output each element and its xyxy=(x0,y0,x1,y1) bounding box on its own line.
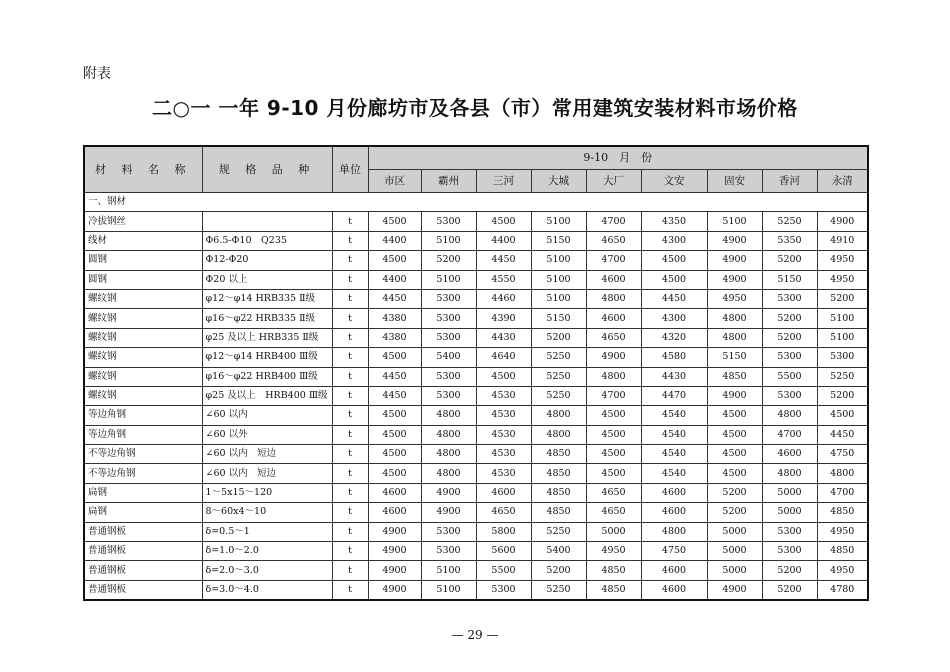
price-cell: 5100 xyxy=(421,270,476,289)
price-cell: 4450 xyxy=(368,289,421,308)
price-cell: 4500 xyxy=(368,445,421,464)
spec-cell: 1～5x15～120 xyxy=(202,483,332,502)
unit-cell: t xyxy=(332,367,368,386)
price-cell: 5300 xyxy=(421,309,476,328)
price-cell: 5300 xyxy=(421,289,476,308)
price-cell: 4900 xyxy=(368,580,421,600)
unit-cell: t xyxy=(332,348,368,367)
price-cell: 5100 xyxy=(531,251,586,270)
material-name-cell: 螺纹钢 xyxy=(84,348,202,367)
price-cell: 4530 xyxy=(476,445,531,464)
price-cell: 4530 xyxy=(476,406,531,425)
table-row xyxy=(84,483,868,502)
price-cell: 4850 xyxy=(817,503,868,522)
price-cell: 4800 xyxy=(762,406,817,425)
header-city: 大厂 xyxy=(586,170,641,193)
price-cell: 4650 xyxy=(586,328,641,347)
table-row xyxy=(84,289,868,308)
price-cell: 4900 xyxy=(421,503,476,522)
unit-cell: t xyxy=(332,251,368,270)
price-cell: 5300 xyxy=(762,522,817,541)
spec-cell: φ25 及以上 HRB335 Ⅱ级 xyxy=(202,328,332,347)
table-row xyxy=(84,503,868,522)
material-name-cell: 普通钢板 xyxy=(84,542,202,561)
spec-cell xyxy=(202,212,332,231)
price-cell: 5300 xyxy=(421,328,476,347)
spec-cell: φ16～φ22 HRB400 Ⅲ级 xyxy=(202,367,332,386)
material-name-cell: 螺纹钢 xyxy=(84,328,202,347)
price-cell: 4650 xyxy=(586,503,641,522)
price-cell: 4800 xyxy=(531,425,586,444)
price-cell: 4500 xyxy=(707,425,762,444)
material-name-cell: 等边角钢 xyxy=(84,425,202,444)
price-cell: 5600 xyxy=(476,542,531,561)
spec-cell: ∠60 以外 xyxy=(202,425,332,444)
header-city: 霸州 xyxy=(421,170,476,193)
spec-cell: ∠60 以内 xyxy=(202,406,332,425)
price-cell: 4540 xyxy=(641,406,707,425)
price-cell: 5150 xyxy=(707,348,762,367)
price-cell: 4850 xyxy=(531,503,586,522)
price-cell: 5250 xyxy=(531,580,586,600)
price-cell: 4900 xyxy=(586,348,641,367)
price-cell: 5300 xyxy=(762,348,817,367)
price-cell: 5300 xyxy=(762,542,817,561)
unit-cell: t xyxy=(332,503,368,522)
price-cell: 4500 xyxy=(586,464,641,483)
price-cell: 5200 xyxy=(817,386,868,405)
price-cell: 5200 xyxy=(707,503,762,522)
price-cell: 4850 xyxy=(817,542,868,561)
price-cell: 5000 xyxy=(707,561,762,580)
price-cell: 5100 xyxy=(531,270,586,289)
table-row xyxy=(84,464,868,483)
price-cell: 5200 xyxy=(421,251,476,270)
table-row xyxy=(84,425,868,444)
unit-cell: t xyxy=(332,483,368,502)
unit-cell: t xyxy=(332,212,368,231)
price-cell: 5200 xyxy=(762,561,817,580)
material-name-cell: 普通钢板 xyxy=(84,561,202,580)
price-cell: 4500 xyxy=(368,212,421,231)
material-name-cell: 扁钢 xyxy=(84,483,202,502)
material-name-cell: 螺纹钢 xyxy=(84,386,202,405)
price-cell: 5350 xyxy=(762,231,817,250)
price-cell: 4540 xyxy=(641,445,707,464)
price-cell: 4500 xyxy=(586,425,641,444)
spec-cell: φ25 及以上 HRB400 Ⅲ级 xyxy=(202,386,332,405)
price-cell: 4640 xyxy=(476,348,531,367)
material-name-cell: 螺纹钢 xyxy=(84,309,202,328)
material-name-cell: 圆钢 xyxy=(84,270,202,289)
price-cell: 5200 xyxy=(531,328,586,347)
table-row xyxy=(84,212,868,231)
page-title: 二○一 一年 9-10 月份廊坊市及各县（市）常用建筑安装材料市场价格 xyxy=(152,96,798,120)
price-cell: 4500 xyxy=(707,445,762,464)
price-cell: 5200 xyxy=(707,483,762,502)
price-cell: 4600 xyxy=(586,309,641,328)
spec-cell: δ=1.0～2.0 xyxy=(202,542,332,561)
price-cell: 4430 xyxy=(641,367,707,386)
table-row xyxy=(84,270,868,289)
price-cell: 4500 xyxy=(368,406,421,425)
price-cell: 4320 xyxy=(641,328,707,347)
price-cell: 4600 xyxy=(586,270,641,289)
price-cell: 5800 xyxy=(476,522,531,541)
price-cell: 4950 xyxy=(817,522,868,541)
price-cell: 4540 xyxy=(641,464,707,483)
price-cell: 4300 xyxy=(641,231,707,250)
section-label: 一、钢材 xyxy=(84,193,868,212)
price-table xyxy=(83,145,869,601)
unit-cell: t xyxy=(332,406,368,425)
price-cell: 4600 xyxy=(641,483,707,502)
price-cell: 5200 xyxy=(817,289,868,308)
table-row xyxy=(84,251,868,270)
price-cell: 5000 xyxy=(762,483,817,502)
price-cell: 4530 xyxy=(476,386,531,405)
price-cell: 4450 xyxy=(817,425,868,444)
price-cell: 4600 xyxy=(368,503,421,522)
price-cell: 4900 xyxy=(707,270,762,289)
price-cell: 5100 xyxy=(817,328,868,347)
price-cell: 4950 xyxy=(817,561,868,580)
price-cell: 4900 xyxy=(421,483,476,502)
header-city: 文安 xyxy=(641,170,707,193)
unit-cell: t xyxy=(332,386,368,405)
price-cell: 4780 xyxy=(817,580,868,600)
unit-cell: t xyxy=(332,464,368,483)
price-cell: 4800 xyxy=(586,367,641,386)
price-cell: 5200 xyxy=(762,580,817,600)
spec-cell: 8～60x4～10 xyxy=(202,503,332,522)
unit-cell: t xyxy=(332,542,368,561)
price-cell: 4700 xyxy=(817,483,868,502)
price-cell: 5100 xyxy=(531,289,586,308)
price-cell: 4500 xyxy=(368,348,421,367)
price-cell: 4900 xyxy=(368,561,421,580)
price-cell: 5100 xyxy=(421,580,476,600)
price-cell: 4500 xyxy=(641,251,707,270)
price-cell: 4900 xyxy=(707,580,762,600)
price-cell: 4950 xyxy=(707,289,762,308)
price-cell: 4800 xyxy=(762,464,817,483)
table-row xyxy=(84,542,868,561)
material-name-cell: 普通钢板 xyxy=(84,522,202,541)
table-row xyxy=(84,386,868,405)
price-cell: 5500 xyxy=(762,367,817,386)
price-cell: 4750 xyxy=(641,542,707,561)
price-cell: 4450 xyxy=(368,367,421,386)
material-name-cell: 螺纹钢 xyxy=(84,367,202,386)
price-cell: 4350 xyxy=(641,212,707,231)
price-cell: 5250 xyxy=(531,348,586,367)
price-cell: 5300 xyxy=(421,386,476,405)
price-cell: 5200 xyxy=(762,251,817,270)
price-cell: 4950 xyxy=(817,251,868,270)
price-cell: 5250 xyxy=(531,522,586,541)
price-cell: 4700 xyxy=(586,386,641,405)
spec-cell: Φ12-Φ20 xyxy=(202,251,332,270)
price-cell: 4500 xyxy=(586,406,641,425)
material-name-cell: 冷拔钢丝 xyxy=(84,212,202,231)
table-body xyxy=(84,193,868,601)
material-name-cell: 普通钢板 xyxy=(84,580,202,600)
price-cell: 4800 xyxy=(421,406,476,425)
header-spec: 规 格 品 种 xyxy=(202,146,332,193)
unit-cell: t xyxy=(332,231,368,250)
price-cell: 4460 xyxy=(476,289,531,308)
price-cell: 4850 xyxy=(531,483,586,502)
material-name-cell: 圆钢 xyxy=(84,251,202,270)
material-name-cell: 不等边角钢 xyxy=(84,464,202,483)
price-cell: 4850 xyxy=(707,367,762,386)
price-cell: 5300 xyxy=(476,580,531,600)
price-cell: 5400 xyxy=(421,348,476,367)
price-cell: 4800 xyxy=(421,445,476,464)
table-row xyxy=(84,328,868,347)
price-cell: 5150 xyxy=(531,231,586,250)
price-cell: 5150 xyxy=(762,270,817,289)
price-cell: 4900 xyxy=(707,386,762,405)
price-cell: 4470 xyxy=(641,386,707,405)
price-cell: 4500 xyxy=(586,445,641,464)
price-cell: 4500 xyxy=(368,251,421,270)
header-material-name: 材 料 名 称 xyxy=(84,146,202,193)
price-cell: 4700 xyxy=(762,425,817,444)
price-cell: 4750 xyxy=(817,445,868,464)
price-cell: 4600 xyxy=(641,561,707,580)
price-cell: 4450 xyxy=(476,251,531,270)
price-cell: 4600 xyxy=(762,445,817,464)
price-cell: 4450 xyxy=(641,289,707,308)
table-row xyxy=(84,445,868,464)
price-cell: 5200 xyxy=(762,309,817,328)
price-cell: 4650 xyxy=(476,503,531,522)
header-city: 大城 xyxy=(531,170,586,193)
header-city: 固安 xyxy=(707,170,762,193)
unit-cell: t xyxy=(332,270,368,289)
price-cell: 4950 xyxy=(586,542,641,561)
spec-cell: φ16～φ22 HRB335 Ⅱ级 xyxy=(202,309,332,328)
material-name-cell: 螺纹钢 xyxy=(84,289,202,308)
price-cell: 4540 xyxy=(641,425,707,444)
price-cell: 4300 xyxy=(641,309,707,328)
table-row xyxy=(84,406,868,425)
price-cell: 4530 xyxy=(476,464,531,483)
price-cell: 4550 xyxy=(476,270,531,289)
price-cell: 4600 xyxy=(368,483,421,502)
price-cell: 4530 xyxy=(476,425,531,444)
header-city: 永清 xyxy=(817,170,868,193)
price-cell: 4850 xyxy=(531,445,586,464)
unit-cell: t xyxy=(332,580,368,600)
unit-cell: t xyxy=(332,425,368,444)
price-cell: 4900 xyxy=(368,542,421,561)
header-city: 市区 xyxy=(368,170,421,193)
price-cell: 4450 xyxy=(368,386,421,405)
price-cell: 5400 xyxy=(531,542,586,561)
price-cell: 4600 xyxy=(476,483,531,502)
table-row xyxy=(84,522,868,541)
price-cell: 4800 xyxy=(531,406,586,425)
price-cell: 5200 xyxy=(762,328,817,347)
price-cell: 5300 xyxy=(762,386,817,405)
price-cell: 5250 xyxy=(531,386,586,405)
spec-cell: φ12～φ14 HRB335 Ⅱ级 xyxy=(202,289,332,308)
price-cell: 4850 xyxy=(531,464,586,483)
price-cell: 4400 xyxy=(368,270,421,289)
price-cell: 4500 xyxy=(707,464,762,483)
section-row xyxy=(84,193,868,212)
price-cell: 5300 xyxy=(762,289,817,308)
header-unit: 单位 xyxy=(332,146,368,193)
price-cell: 4430 xyxy=(476,328,531,347)
price-cell: 4500 xyxy=(368,464,421,483)
price-cell: 5000 xyxy=(707,522,762,541)
price-cell: 4500 xyxy=(817,406,868,425)
price-cell: 4800 xyxy=(707,309,762,328)
price-cell: 4380 xyxy=(368,328,421,347)
spec-cell: δ=0.5～1 xyxy=(202,522,332,541)
price-cell: 4910 xyxy=(817,231,868,250)
material-name-cell: 不等边角钢 xyxy=(84,445,202,464)
price-cell: 4390 xyxy=(476,309,531,328)
price-cell: 4650 xyxy=(586,231,641,250)
price-cell: 5100 xyxy=(707,212,762,231)
price-cell: 4500 xyxy=(476,212,531,231)
table-row xyxy=(84,309,868,328)
price-cell: 4580 xyxy=(641,348,707,367)
price-cell: 4600 xyxy=(641,580,707,600)
table-row xyxy=(84,561,868,580)
price-cell: 4800 xyxy=(817,464,868,483)
unit-cell: t xyxy=(332,522,368,541)
price-cell: 4950 xyxy=(817,270,868,289)
table-row xyxy=(84,231,868,250)
price-cell: 5300 xyxy=(421,212,476,231)
price-cell: 4800 xyxy=(421,425,476,444)
price-cell: 4600 xyxy=(641,503,707,522)
price-cell: 5300 xyxy=(421,367,476,386)
header-city: 香河 xyxy=(762,170,817,193)
price-cell: 5100 xyxy=(817,309,868,328)
spec-cell: ∠60 以内 短边 xyxy=(202,464,332,483)
price-cell: 4500 xyxy=(368,425,421,444)
spec-cell: Φ20 以上 xyxy=(202,270,332,289)
table-row xyxy=(84,348,868,367)
unit-cell: t xyxy=(332,309,368,328)
price-cell: 5100 xyxy=(421,561,476,580)
page-number: — 29 — xyxy=(451,628,499,642)
price-cell: 5000 xyxy=(586,522,641,541)
spec-cell: δ=2.0～3.0 xyxy=(202,561,332,580)
header-city: 三河 xyxy=(476,170,531,193)
price-cell: 4380 xyxy=(368,309,421,328)
price-cell: 5200 xyxy=(531,561,586,580)
price-cell: 4800 xyxy=(421,464,476,483)
page-label: 附表 xyxy=(83,66,111,82)
price-cell: 4900 xyxy=(707,251,762,270)
table-row xyxy=(84,367,868,386)
price-cell: 4900 xyxy=(368,522,421,541)
material-name-cell: 线材 xyxy=(84,231,202,250)
price-cell: 4900 xyxy=(817,212,868,231)
price-cell: 4900 xyxy=(707,231,762,250)
price-cell: 4400 xyxy=(368,231,421,250)
price-cell: 4500 xyxy=(476,367,531,386)
unit-cell: t xyxy=(332,445,368,464)
price-cell: 5150 xyxy=(531,309,586,328)
price-cell: 4400 xyxy=(476,231,531,250)
price-cell: 5100 xyxy=(421,231,476,250)
price-cell: 4500 xyxy=(707,406,762,425)
spec-cell: φ12～φ14 HRB400 Ⅲ级 xyxy=(202,348,332,367)
material-name-cell: 扁钢 xyxy=(84,503,202,522)
spec-cell: Φ6.5-Φ10 Q235 xyxy=(202,231,332,250)
price-cell: 4500 xyxy=(641,270,707,289)
spec-cell: ∠60 以内 短边 xyxy=(202,445,332,464)
price-cell: 4700 xyxy=(586,212,641,231)
unit-cell: t xyxy=(332,561,368,580)
spec-cell: δ=3.0～4.0 xyxy=(202,580,332,600)
price-cell: 5000 xyxy=(762,503,817,522)
price-cell: 4650 xyxy=(586,483,641,502)
price-cell: 5500 xyxy=(476,561,531,580)
price-cell: 5250 xyxy=(817,367,868,386)
header-period: 9-10 月 份 xyxy=(368,146,868,170)
price-cell: 5300 xyxy=(817,348,868,367)
price-cell: 4800 xyxy=(586,289,641,308)
price-cell: 5250 xyxy=(762,212,817,231)
material-name-cell: 等边角钢 xyxy=(84,406,202,425)
price-cell: 5100 xyxy=(531,212,586,231)
unit-cell: t xyxy=(332,328,368,347)
price-cell: 4850 xyxy=(586,580,641,600)
price-cell: 5300 xyxy=(421,522,476,541)
price-cell: 4700 xyxy=(586,251,641,270)
price-cell: 4850 xyxy=(586,561,641,580)
price-cell: 4800 xyxy=(707,328,762,347)
price-cell: 5000 xyxy=(707,542,762,561)
price-cell: 4800 xyxy=(641,522,707,541)
price-cell: 5300 xyxy=(421,542,476,561)
table-row xyxy=(84,580,868,600)
unit-cell: t xyxy=(332,289,368,308)
price-cell: 5250 xyxy=(531,367,586,386)
